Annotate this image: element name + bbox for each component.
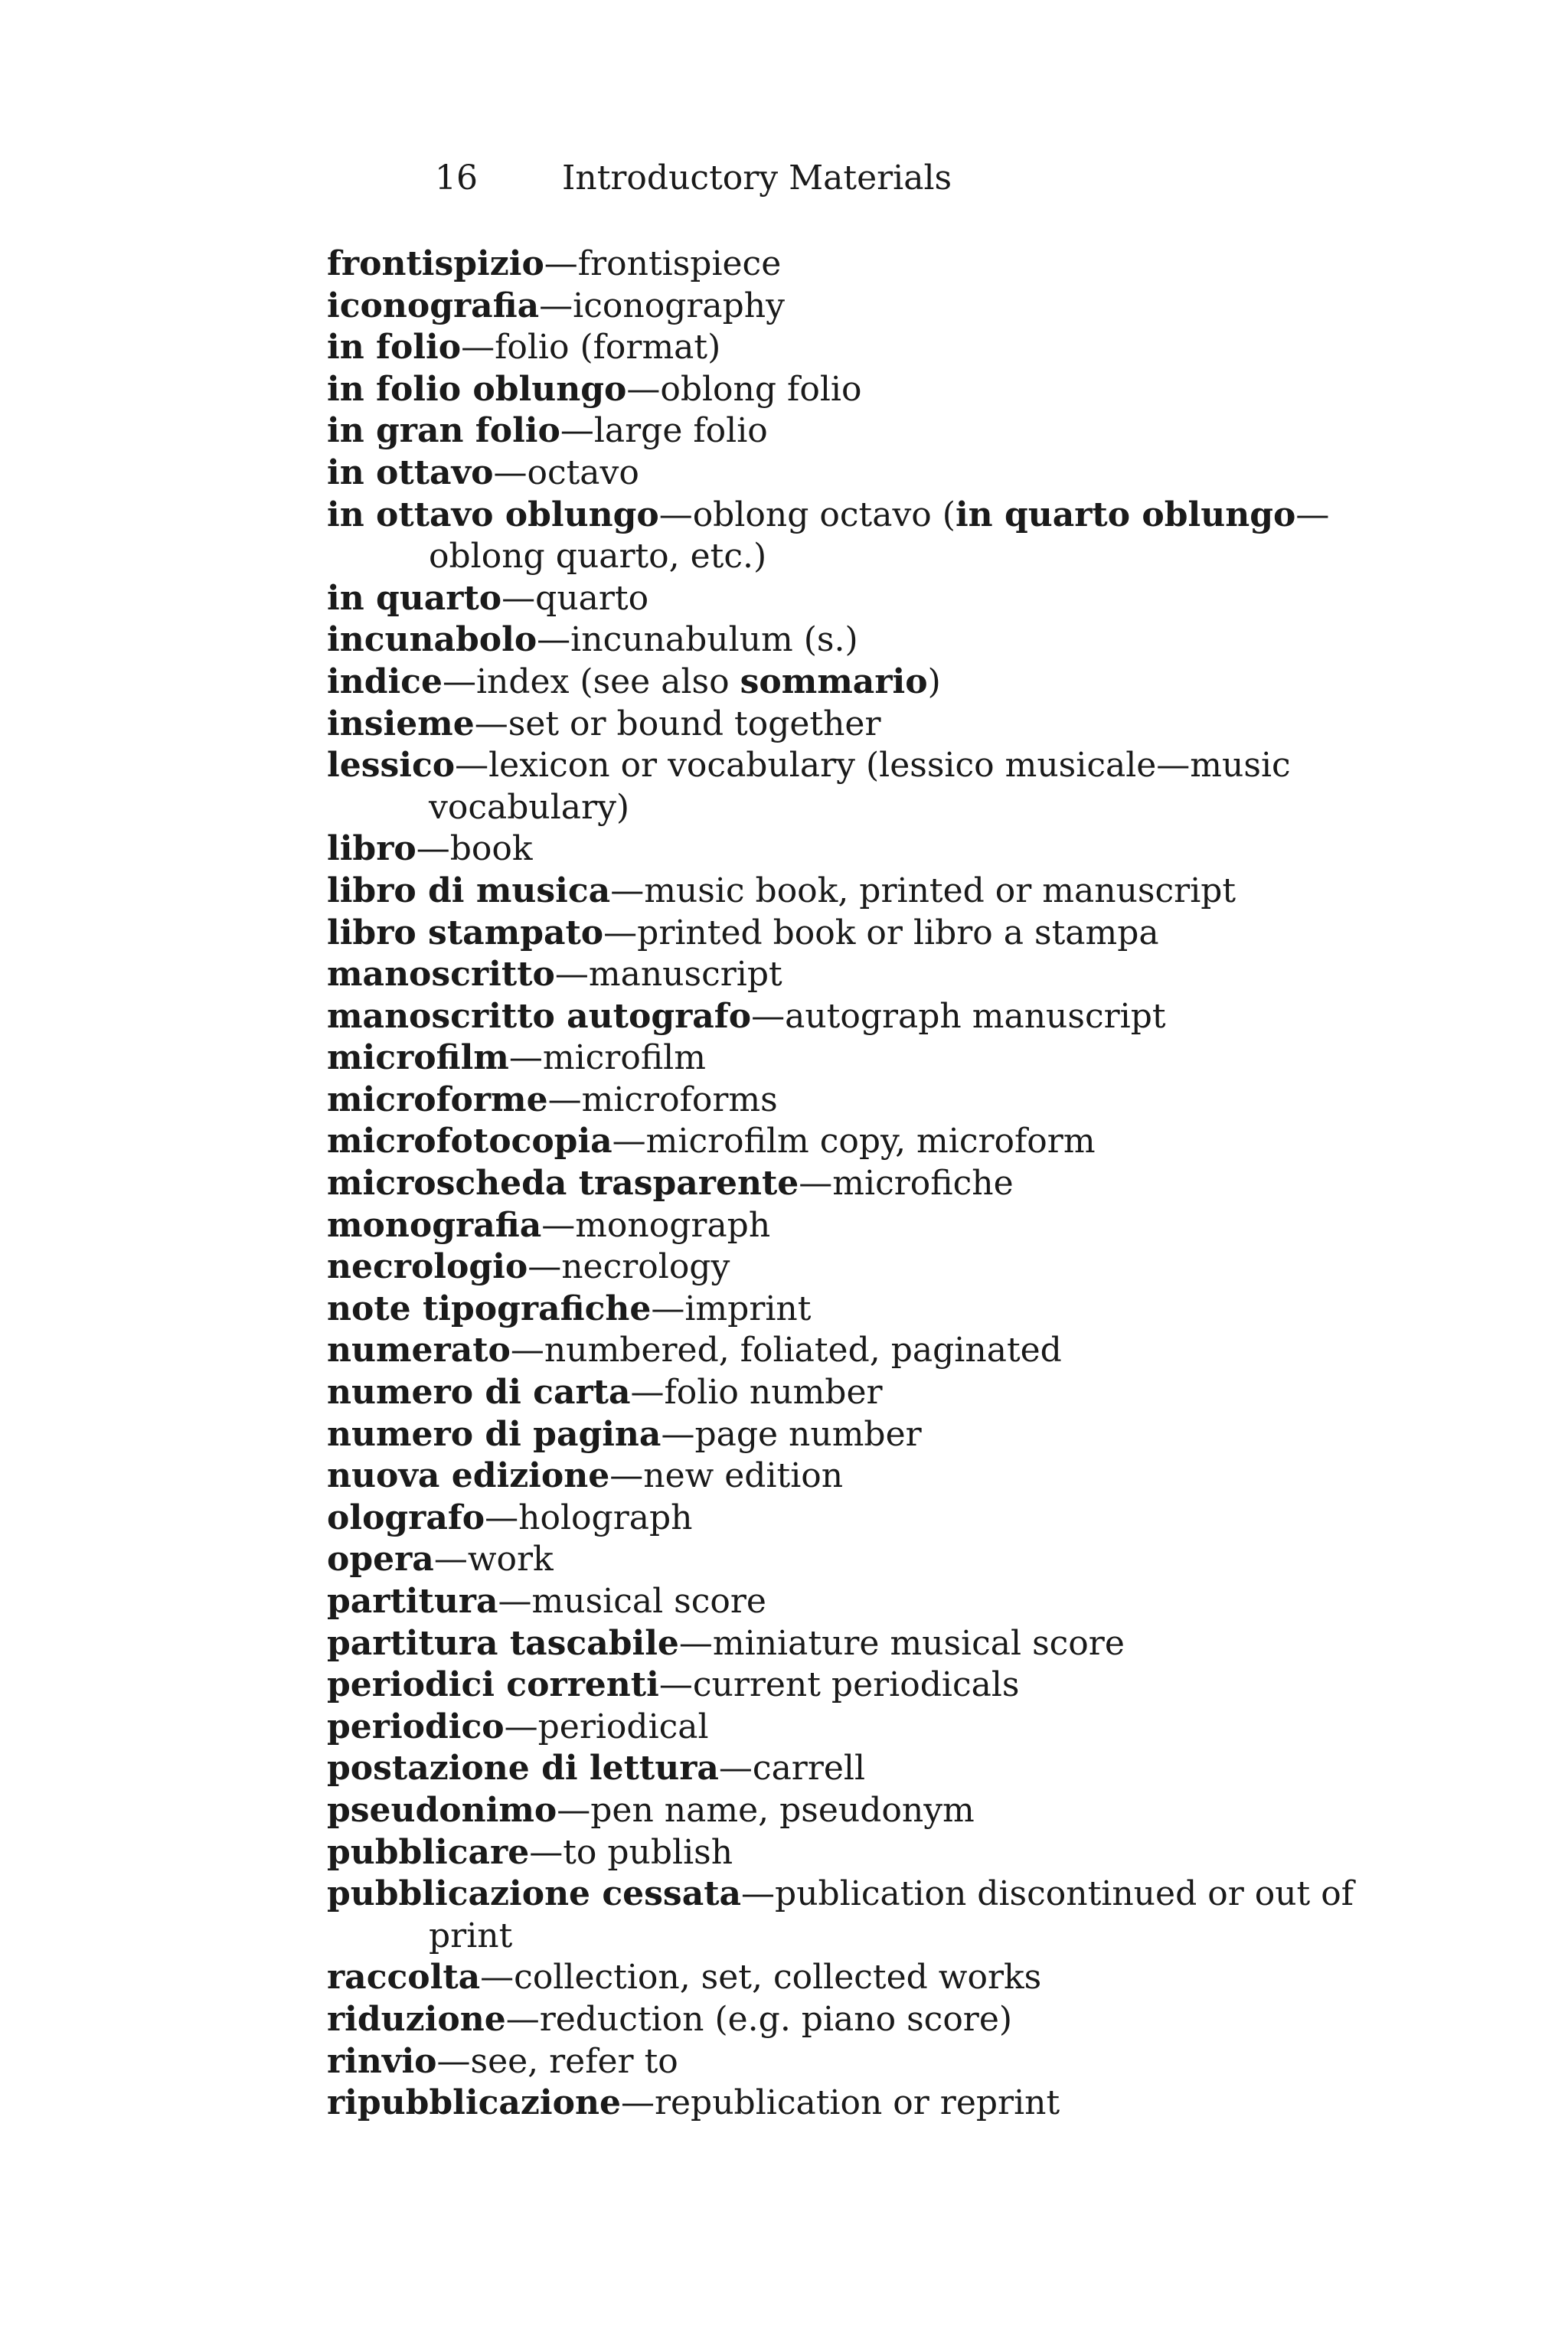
entry-separator: — <box>480 1958 514 1998</box>
entry-term: nuova edizione <box>327 1456 610 1496</box>
entry-definition: monograph <box>575 1205 771 1245</box>
glossary-entry <box>327 495 1399 578</box>
entry-separator: — <box>433 1540 468 1579</box>
glossary-entry <box>327 1539 1399 1581</box>
glossary-entry <box>327 1080 1399 1122</box>
glossary-entry <box>327 1498 1399 1540</box>
entry-term: libro stampato <box>327 913 604 952</box>
entry-definition: republication or reprint <box>654 2083 1060 2123</box>
entry-definition: microforms <box>581 1080 778 1119</box>
glossary-entry <box>327 1581 1399 1623</box>
entry-separator: — <box>474 704 508 743</box>
entry-term: in ottavo <box>327 452 494 492</box>
glossary-entry <box>327 1623 1399 1665</box>
running-title: Introductory Materials <box>562 158 952 198</box>
entry-definition: printed book or libro a stampa <box>637 913 1159 952</box>
entry-separator: — <box>630 1373 665 1413</box>
entry-definition: microfiche <box>832 1164 1014 1204</box>
glossary-entry <box>327 1455 1399 1498</box>
entry-definition: pen name, pseudonym <box>590 1790 975 1830</box>
glossary-entry <box>327 871 1399 913</box>
entry-definition: see, refer to <box>470 2041 678 2081</box>
entry-term: ripubblicazione <box>327 2083 621 2123</box>
glossary-entry <box>327 1832 1399 1874</box>
entry-separator: — <box>544 244 578 283</box>
entry-separator: — <box>560 411 594 451</box>
entry-definition: new edition <box>643 1456 844 1496</box>
entry-term: in ottavo oblungo <box>327 495 659 534</box>
entry-term: lessico <box>327 746 456 786</box>
entry-separator: — <box>510 1331 544 1370</box>
entry-definition: oblong octavo ( <box>692 495 956 534</box>
entry-definition: musical score <box>531 1582 766 1621</box>
entry-term: indice <box>327 662 443 701</box>
page-number: 16 <box>435 158 478 198</box>
entry-term: periodico <box>327 1707 505 1746</box>
glossary-entry <box>327 1163 1399 1205</box>
entry-separator: — <box>508 1038 543 1078</box>
entry-term: manoscritto autografo <box>327 996 752 1036</box>
entry-definition: microfilm copy, microform <box>645 1122 1096 1161</box>
entry-definition: collection, set, collected works <box>514 1958 1042 1998</box>
glossary-entry <box>327 1664 1399 1707</box>
entry-term: microfotocopia <box>327 1122 612 1161</box>
glossary-list <box>327 243 1399 2125</box>
entry-term: periodici correnti <box>327 1665 659 1705</box>
glossary-entry <box>327 1957 1399 1999</box>
entry-term: frontispizio <box>327 244 544 283</box>
entry-term: opera <box>327 1540 434 1579</box>
entry-separator: — <box>554 955 589 995</box>
entry-definition: imprint <box>684 1289 812 1328</box>
entry-definition: work <box>467 1540 554 1579</box>
entry-term: in quarto <box>327 578 502 618</box>
glossary-entry <box>327 1707 1399 1749</box>
entry-definition: set or bound together <box>508 704 881 743</box>
entry-definition: folio (format) <box>495 328 721 368</box>
entry-separator: — <box>651 1289 685 1328</box>
entry-term: in folio oblungo <box>327 369 627 409</box>
entry-separator: — <box>436 2041 471 2081</box>
entry-term: riduzione <box>327 1999 506 2039</box>
glossary-entry <box>327 1246 1399 1289</box>
entry-separator: — <box>609 1456 644 1496</box>
glossary-entry <box>327 1414 1399 1456</box>
glossary-entry <box>327 619 1399 662</box>
entry-definition: iconography <box>573 286 785 325</box>
glossary-entry <box>327 1289 1399 1331</box>
glossary-entry <box>327 745 1399 828</box>
entry-definition: microfilm <box>542 1038 706 1078</box>
entry-term: iconografia <box>327 286 540 325</box>
entry-term: partitura tascabile <box>327 1623 679 1663</box>
entry-term: rinvio <box>327 2041 437 2081</box>
entry-term: libro <box>327 829 416 869</box>
entry-separator: — <box>661 1414 695 1454</box>
entry-separator: — <box>498 1582 532 1621</box>
glossary-entry <box>327 452 1399 495</box>
glossary-entry <box>327 996 1399 1038</box>
glossary-entry <box>327 1205 1399 1247</box>
entry-definition: book <box>449 829 533 869</box>
entry-separator: — <box>504 1707 538 1746</box>
entry-definition: folio number <box>664 1373 883 1413</box>
entry-separator: — <box>626 369 661 409</box>
entry-definition: index (see also <box>475 662 740 701</box>
entry-definition: necrology <box>561 1247 730 1287</box>
entry-definition: publication discontinued or out of print <box>429 1874 1354 1955</box>
glossary-entry <box>327 1372 1399 1414</box>
glossary-entry <box>327 704 1399 746</box>
entry-definition: current periodicals <box>692 1665 1020 1705</box>
entry-definition: quarto <box>535 578 649 618</box>
entry-definition: incunabulum (s.) <box>570 620 858 660</box>
entry-definition: reduction (e.g. piano score) <box>539 1999 1013 2039</box>
entry-definition: numbered, foliated, paginated <box>544 1331 1062 1370</box>
entry-separator: — <box>718 1749 753 1788</box>
entry-term: raccolta <box>327 1958 481 1998</box>
entry-term: note tipografiche <box>327 1289 652 1328</box>
entry-term: incunabolo <box>327 620 537 660</box>
entry-separator: — <box>461 328 495 368</box>
entry-separator: — <box>557 1790 591 1830</box>
entry-definition-continued: —oblong quarto, etc.) <box>429 495 1330 577</box>
entry-definition: frontispiece <box>577 244 782 283</box>
entry-separator: — <box>678 1623 713 1663</box>
entry-term: monografia <box>327 1205 542 1245</box>
glossary-entry <box>327 662 1399 704</box>
entry-separator: — <box>658 495 693 534</box>
glossary-entry <box>327 578 1399 620</box>
glossary-entry <box>327 1790 1399 1832</box>
glossary-entry <box>327 286 1399 328</box>
entry-separator: — <box>505 1999 540 2039</box>
glossary-entry <box>327 1037 1399 1080</box>
entry-term: microforme <box>327 1080 548 1119</box>
glossary-entry <box>327 1121 1399 1163</box>
entry-separator: — <box>741 1874 776 1914</box>
entry-term: numerato <box>327 1331 511 1370</box>
entry-definition: to publish <box>563 1832 733 1872</box>
glossary-entry <box>327 1873 1399 1957</box>
entry-term: necrologio <box>327 1247 528 1287</box>
entry-separator: — <box>529 1832 564 1872</box>
entry-term: libro di musica <box>327 871 611 910</box>
entry-separator: — <box>501 578 536 618</box>
entry-cross-reference: sommario <box>740 662 928 701</box>
entry-term: microfilm <box>327 1038 509 1078</box>
entry-definition: carrell <box>752 1749 866 1788</box>
entry-cross-reference: in quarto oblungo <box>955 495 1296 534</box>
entry-term: postazione di lettura <box>327 1749 719 1788</box>
entry-term: in gran folio <box>327 411 560 451</box>
entry-term: pubblicazione cessata <box>327 1874 742 1914</box>
entry-separator: — <box>541 1205 576 1245</box>
glossary-entry <box>327 1330 1399 1372</box>
entry-term: olografo <box>327 1498 485 1537</box>
entry-definition: large folio <box>593 411 768 451</box>
glossary-entry <box>327 327 1399 369</box>
entry-separator: — <box>610 871 645 910</box>
entry-separator: — <box>442 662 476 701</box>
entry-definition-continued: ) <box>927 662 941 701</box>
entry-term: pubblicare <box>327 1832 530 1872</box>
glossary-entry <box>327 828 1399 871</box>
entry-term: partitura <box>327 1582 498 1621</box>
entry-definition: lexicon or vocabulary (lessico musicale—music vocabulary) <box>429 746 1291 827</box>
entry-definition: octavo <box>527 452 639 492</box>
entry-definition: miniature musical score <box>712 1623 1125 1663</box>
entry-term: pseudonimo <box>327 1790 557 1830</box>
entry-separator: — <box>603 913 638 952</box>
entry-definition: oblong folio <box>660 369 862 409</box>
entry-definition: periodical <box>537 1707 709 1746</box>
entry-separator: — <box>547 1080 582 1119</box>
entry-separator: — <box>620 2083 655 2123</box>
glossary-entry <box>327 913 1399 955</box>
entry-term: manoscritto <box>327 955 555 995</box>
glossary-entry <box>327 2041 1399 2083</box>
entry-separator: — <box>528 1247 562 1287</box>
glossary-entry <box>327 2082 1399 2125</box>
entry-separator: — <box>612 1122 646 1161</box>
glossary-entry <box>327 1999 1399 2041</box>
running-header <box>435 158 952 199</box>
entry-term: microscheda trasparente <box>327 1164 799 1204</box>
entry-definition: page number <box>694 1414 922 1454</box>
glossary-entry <box>327 1748 1399 1790</box>
entry-separator: — <box>416 829 450 869</box>
entry-separator: — <box>658 1665 693 1705</box>
entry-definition: holograph <box>518 1498 693 1537</box>
entry-separator: — <box>537 620 571 660</box>
entry-term: in folio <box>327 328 462 368</box>
entry-separator: — <box>539 286 573 325</box>
entry-separator: — <box>485 1498 519 1537</box>
glossary-entry <box>327 243 1399 286</box>
entry-definition: manuscript <box>588 955 782 995</box>
entry-separator: — <box>751 996 786 1036</box>
glossary-entry <box>327 410 1399 452</box>
entry-definition: autograph manuscript <box>785 996 1166 1036</box>
glossary-entry <box>327 954 1399 996</box>
entry-separator: — <box>799 1164 833 1204</box>
glossary-entry <box>327 369 1399 411</box>
entry-term: numero di pagina <box>327 1414 662 1454</box>
entry-term: numero di carta <box>327 1373 631 1413</box>
entry-separator: — <box>455 746 489 786</box>
entry-separator: — <box>493 452 528 492</box>
entry-term: insieme <box>327 704 475 743</box>
entry-definition: music book, printed or manuscript <box>644 871 1236 910</box>
